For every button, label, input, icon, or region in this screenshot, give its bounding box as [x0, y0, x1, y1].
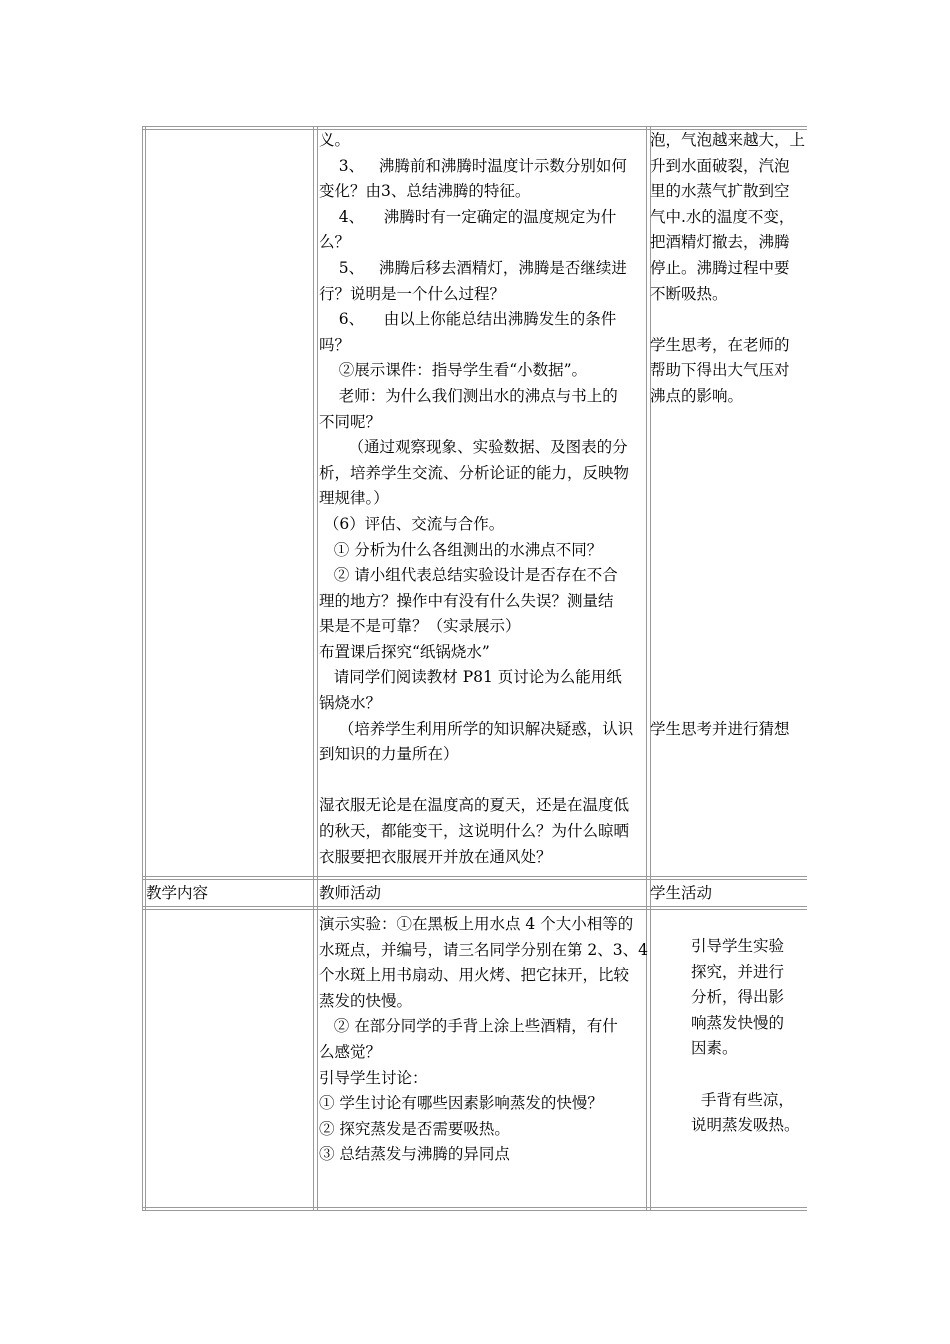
- text-line: 引导学生实验: [691, 937, 785, 955]
- text-line: 的秋天，都能变干，这说明什么？为什么晾晒: [319, 822, 630, 841]
- text-line: [650, 540, 805, 566]
- text-line: [691, 1062, 800, 1088]
- text-line: 响蒸发快慢的: [691, 1013, 785, 1032]
- text-line: 水斑点，并编号，请三名同学分别在第 2、3、4: [319, 940, 649, 959]
- text-line: 沸点的影响。: [650, 386, 744, 405]
- row-divider: [142, 876, 807, 877]
- text-line: 演示实验：①在黑板上用水点 4 个大小相等的: [319, 915, 634, 933]
- header-content-label: 教学内容: [146, 884, 209, 902]
- text-line: 不同呢？: [319, 412, 382, 431]
- text-line: ② 探究蒸发是否需要吸热。: [319, 1119, 510, 1138]
- text-line: [650, 693, 805, 719]
- text-line: 果是不是可靠？（实录展示）: [319, 617, 521, 636]
- column-divider: [313, 126, 314, 1211]
- text-line: [650, 616, 805, 642]
- table-bottom-border-inner: [142, 1210, 807, 1211]
- text-line: [650, 565, 805, 591]
- text-line: 把酒精灯撤去，沸腾: [650, 233, 790, 252]
- text-line: [650, 488, 805, 514]
- text-line: [650, 667, 805, 693]
- text-line: （通过观察现象、实验数据、及图表的分: [319, 438, 628, 457]
- table-bottom-border: [142, 1207, 807, 1208]
- column-divider-inner: [317, 126, 318, 1211]
- text-line: 锅烧水？: [319, 694, 382, 713]
- table-left-border: [142, 126, 143, 1211]
- text-line: 老师：为什么我们测出水的沸点与书上的: [319, 386, 618, 405]
- text-line: 析，培养学生交流、分析论证的能力，反映物: [319, 463, 630, 482]
- text-line: 个水斑上用书扇动、用火烤、把它抹开，比较: [319, 966, 630, 985]
- text-line: 引导学生讨论：: [319, 1068, 428, 1087]
- header-teacher-label: 教师活动: [319, 884, 382, 902]
- text-line: 到知识的力量所在）: [319, 745, 459, 764]
- text-line: 义。: [319, 131, 351, 149]
- text-line: 蒸发的快慢。: [319, 991, 413, 1010]
- text-line: 布置课后探究“纸锅烧水”: [319, 642, 490, 661]
- text-line: [650, 514, 805, 540]
- teacher-activity-cell: [319, 912, 648, 1168]
- text-line: 么？: [319, 233, 351, 252]
- text-line: [650, 642, 805, 668]
- student-activity-cell: [650, 130, 805, 744]
- text-line: [650, 463, 805, 489]
- text-line: 帮助下得出大气压对: [650, 361, 790, 380]
- text-line: 说明蒸发吸热。: [691, 1116, 800, 1135]
- text-line: ① 学生讨论有哪些因素影响蒸发的快慢？: [319, 1094, 603, 1113]
- text-line: 5、 沸腾后移去酒精灯，沸腾是否继续进: [319, 258, 627, 277]
- row-divider: [142, 906, 807, 907]
- text-line: 泡，气泡越来越大，上: [650, 131, 806, 149]
- text-line: ② 在部分同学的手背上涂上些酒精，有什: [319, 1017, 618, 1036]
- text-line: 升到水面破裂，汽泡: [650, 156, 790, 175]
- text-line: 吗？: [319, 335, 351, 354]
- teacher-activity-cell: [319, 130, 633, 872]
- text-line: 停止。沸腾过程中要: [650, 258, 790, 277]
- text-line: 学生思考，在老师的: [650, 335, 790, 354]
- text-line: [650, 412, 805, 438]
- text-line: [650, 437, 805, 463]
- text-line: 4、 沸腾时有一定确定的温度规定为什: [319, 207, 617, 226]
- text-line: 6、 由以上你能总结出沸腾发生的条件: [319, 310, 617, 329]
- text-line: [650, 309, 805, 335]
- text-line: 请同学们阅读教材 P81 页讨论为么能用纸: [319, 668, 622, 687]
- text-line: 3、 沸腾前和沸腾时温度计示数分别如何: [319, 156, 627, 175]
- text-line: 气中.水的温度不变，: [650, 207, 795, 226]
- text-line: ② 请小组代表总结实验设计是否存在不合: [319, 566, 618, 585]
- text-line: 行？说明是一个什么过程？: [319, 284, 506, 303]
- text-line: 不断吸热。: [650, 284, 728, 303]
- table-left-border-inner: [145, 126, 146, 1211]
- text-line: 探究，并进行: [691, 962, 785, 981]
- text-line: [319, 770, 633, 796]
- text-line: 学生思考并进行猜想: [650, 719, 790, 738]
- row-divider-inner: [142, 879, 807, 880]
- text-line: 手背有些凉，: [691, 1090, 794, 1109]
- text-line: 分析，得出影: [691, 988, 785, 1007]
- header-student-label: 学生活动: [650, 884, 713, 902]
- row-divider-inner: [142, 909, 807, 910]
- student-activity-cell: [691, 934, 800, 1139]
- text-line: 湿衣服无论是在温度高的夏天，还是在温度低: [319, 796, 630, 815]
- text-line: 么感觉？: [319, 1042, 382, 1061]
- text-line: 因素。: [691, 1039, 738, 1058]
- text-line: 理的地方？操作中有没有什么失误？测量结: [319, 591, 614, 610]
- text-line: （培养学生利用所学的知识解决疑惑，认识: [319, 719, 634, 738]
- table-top-border: [142, 126, 807, 127]
- text-line: 变化？由3、总结沸腾的特征。: [319, 182, 531, 201]
- text-line: （6）评估、交流与合作。: [319, 514, 505, 533]
- text-line: ③ 总结蒸发与沸腾的异同点: [319, 1145, 510, 1164]
- text-line: [650, 591, 805, 617]
- text-line: 衣服要把衣服展开并放在通风处？: [319, 847, 552, 866]
- text-line: ① 分析为什么各组测出的水沸点不同？: [319, 540, 603, 559]
- text-line: 里的水蒸气扩散到空: [650, 182, 790, 201]
- text-line: 理规律。）: [319, 489, 389, 508]
- text-line: ②展示课件：指导学生看“小数据”。: [319, 361, 588, 380]
